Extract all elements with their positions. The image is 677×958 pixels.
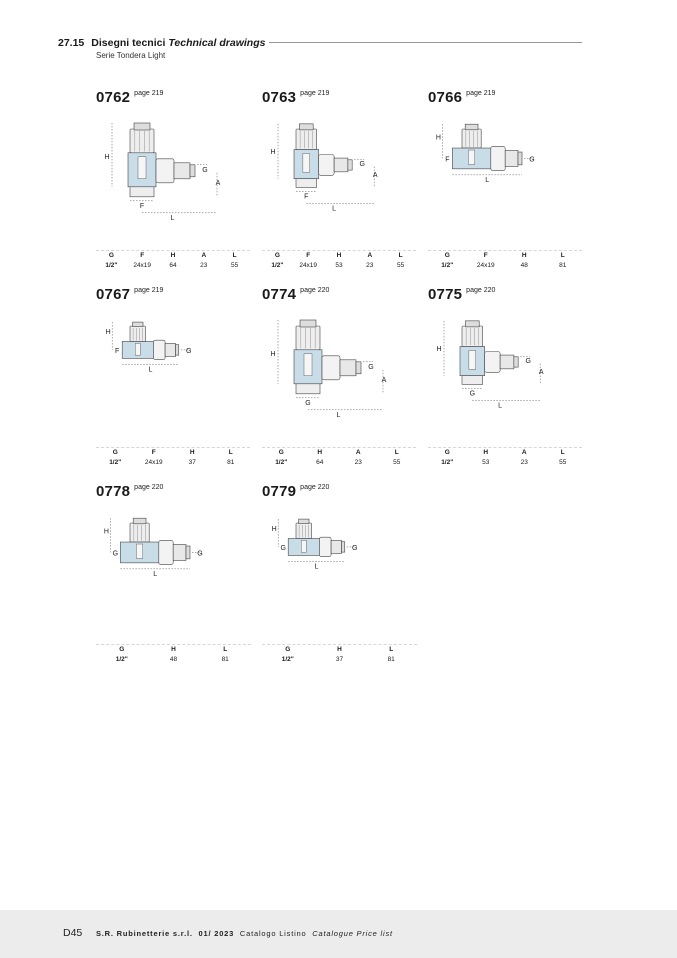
spec-header-cell: A bbox=[367, 252, 373, 259]
spec-header-cell: H bbox=[171, 646, 176, 653]
page-reference: page 220 bbox=[466, 287, 496, 294]
spec-value-cell: 1/2" bbox=[275, 459, 288, 466]
page-reference: page 220 bbox=[300, 287, 330, 294]
header-rule bbox=[269, 42, 582, 43]
product-code: 0779 bbox=[262, 483, 297, 500]
spec-header-cell: G bbox=[278, 449, 284, 456]
spec-header-row bbox=[262, 645, 417, 655]
dim-label-left: G bbox=[280, 544, 286, 552]
product-code: 0766 bbox=[428, 89, 463, 106]
spec-value-cell: 1/2" bbox=[109, 459, 122, 466]
spec-value-cell: 64 bbox=[316, 459, 324, 466]
spec-value-cell: 48 bbox=[520, 262, 528, 269]
dim-label-h: H bbox=[271, 525, 277, 533]
page-reference: page 219 bbox=[300, 90, 330, 97]
spec-value-cell: 81 bbox=[227, 459, 235, 466]
spec-value-cell: 1/2" bbox=[441, 262, 454, 269]
spec-header-cell: L bbox=[228, 449, 233, 456]
spec-value-row bbox=[96, 458, 250, 468]
spec-header-row bbox=[262, 251, 416, 261]
valve-drawing bbox=[270, 320, 386, 419]
spec-value-row bbox=[428, 458, 582, 468]
dim-label-right: G bbox=[529, 156, 535, 164]
spec-value-row bbox=[96, 655, 251, 665]
product-0767 bbox=[96, 286, 256, 421]
section-title-en: Technical drawings bbox=[168, 37, 266, 49]
valve-drawing bbox=[104, 518, 203, 578]
spec-header-cell: G bbox=[444, 252, 450, 259]
section-header bbox=[58, 37, 582, 60]
technical-drawing bbox=[96, 89, 256, 224]
product-0775 bbox=[428, 286, 588, 421]
spec-header-cell: G bbox=[119, 646, 125, 653]
spec-header-cell: F bbox=[140, 252, 145, 259]
dim-label-h: H bbox=[104, 153, 110, 161]
spec-header-cell: H bbox=[317, 449, 323, 456]
spec-header-cell: F bbox=[151, 449, 156, 456]
spec-header-cell: A bbox=[201, 252, 207, 259]
spec-value-cell: 48 bbox=[169, 656, 178, 663]
dim-label-h: H bbox=[105, 328, 111, 336]
dim-label-g: G bbox=[359, 160, 365, 168]
product-code: 0774 bbox=[262, 286, 297, 303]
spec-table bbox=[262, 644, 417, 665]
valve-drawing bbox=[436, 124, 535, 184]
section-title: Disegni tecnici bbox=[91, 37, 166, 49]
spec-table bbox=[96, 447, 250, 468]
spec-value-cell: 1/2" bbox=[441, 459, 454, 466]
spec-header-row bbox=[96, 251, 250, 261]
dim-label-h: H bbox=[435, 134, 441, 142]
spec-value-row bbox=[428, 261, 582, 271]
catalog-label-it: Catalogo Listino bbox=[239, 929, 307, 938]
spec-header-cell: L bbox=[560, 252, 565, 259]
spec-header-cell: H bbox=[521, 252, 527, 259]
valve-drawing bbox=[436, 321, 543, 409]
dim-label-l: L bbox=[332, 205, 337, 213]
dim-label-a: A bbox=[215, 179, 221, 187]
spec-header-cell: H bbox=[170, 252, 176, 259]
dim-label-right: G bbox=[352, 544, 358, 552]
spec-table bbox=[262, 447, 416, 468]
dim-label-right: G bbox=[197, 550, 203, 558]
spec-header-row bbox=[96, 448, 250, 458]
spec-header-row bbox=[96, 645, 251, 655]
product-code: 0778 bbox=[96, 483, 131, 500]
spec-header-cell: A bbox=[521, 449, 527, 456]
spec-value-cell: 81 bbox=[559, 262, 567, 269]
spec-header-cell: G bbox=[108, 252, 114, 259]
spec-header-cell: G bbox=[274, 252, 280, 259]
valve-drawing bbox=[104, 123, 220, 222]
dim-label-f: F bbox=[304, 193, 309, 201]
page-number: D45 bbox=[63, 927, 83, 939]
valve-drawing bbox=[272, 519, 358, 570]
spec-value-cell: 23 bbox=[366, 262, 374, 269]
spec-value-cell: 24x19 bbox=[144, 459, 163, 466]
dim-label-f: G bbox=[305, 399, 311, 407]
company-name: S.R. Rubinetterie s.r.l. bbox=[96, 929, 193, 938]
dim-label-f: G bbox=[469, 390, 476, 398]
catalog-label-en: Catalogue Price list bbox=[312, 929, 393, 938]
spec-header-cell: F bbox=[306, 252, 311, 259]
dim-label-f: F bbox=[139, 202, 145, 210]
spec-value-cell: 23 bbox=[354, 459, 362, 466]
spec-header-cell: L bbox=[560, 449, 565, 456]
spec-header-cell: A bbox=[355, 449, 361, 456]
spec-value-cell: 24x19 bbox=[476, 262, 495, 269]
spec-table bbox=[96, 250, 250, 271]
spec-value-cell: 1/2" bbox=[105, 262, 118, 269]
product-code: 0775 bbox=[428, 286, 463, 303]
spec-header-cell: L bbox=[389, 646, 394, 653]
spec-table bbox=[428, 250, 582, 271]
dim-label-right: G bbox=[186, 347, 192, 355]
product-0778 bbox=[96, 483, 256, 618]
dim-label-g: G bbox=[368, 363, 374, 371]
spec-value-cell: 53 bbox=[335, 262, 343, 269]
dim-label-l: L bbox=[336, 411, 341, 419]
footer-info bbox=[96, 929, 393, 938]
spec-value-cell: 81 bbox=[387, 656, 395, 663]
technical-drawing bbox=[262, 89, 422, 224]
spec-value-cell: 55 bbox=[230, 262, 239, 269]
technical-drawing bbox=[428, 286, 588, 421]
spec-header-cell: L bbox=[223, 646, 228, 653]
technical-drawing bbox=[262, 286, 422, 421]
spec-value-cell: 1/2" bbox=[271, 262, 284, 269]
spec-header-cell: G bbox=[112, 449, 118, 456]
spec-value-cell: 23 bbox=[200, 262, 208, 269]
technical-drawing bbox=[96, 286, 256, 421]
spec-table bbox=[96, 644, 251, 665]
dim-label-h: H bbox=[270, 350, 276, 358]
series-subtitle: Serie Tondera Light bbox=[96, 51, 166, 60]
page-reference: page 219 bbox=[134, 90, 164, 97]
spec-value-cell: 55 bbox=[393, 459, 401, 466]
dim-label-left: F bbox=[115, 347, 120, 355]
spec-value-row bbox=[262, 655, 417, 665]
page-reference: page 220 bbox=[300, 484, 330, 491]
product-code: 0763 bbox=[262, 89, 297, 106]
product-0763 bbox=[262, 89, 422, 224]
dim-label-l: L bbox=[314, 563, 319, 571]
spec-value-cell: 1/2" bbox=[281, 656, 294, 663]
dim-label-g: G bbox=[525, 357, 531, 365]
product-code: 0762 bbox=[96, 89, 131, 106]
spec-value-cell: 81 bbox=[221, 656, 229, 663]
spec-value-row bbox=[262, 458, 416, 468]
valve-drawing bbox=[270, 124, 377, 212]
page-footer bbox=[0, 910, 677, 958]
dim-label-a: A bbox=[372, 171, 378, 179]
product-code: 0767 bbox=[96, 286, 131, 303]
dim-label-a: A bbox=[381, 376, 387, 384]
product-0774 bbox=[262, 286, 422, 421]
spec-value-cell: 37 bbox=[188, 459, 196, 466]
page-reference: page 219 bbox=[466, 90, 496, 97]
section-number: 27.15 bbox=[58, 37, 85, 49]
spec-header-row bbox=[262, 448, 416, 458]
dim-label-l: L bbox=[170, 214, 175, 222]
spec-value-cell: 55 bbox=[559, 459, 567, 466]
spec-value-cell: 1/2" bbox=[115, 656, 128, 663]
spec-header-cell: H bbox=[336, 252, 342, 259]
spec-header-cell: H bbox=[483, 449, 489, 456]
dim-label-h: H bbox=[103, 528, 109, 536]
dim-label-l: L bbox=[148, 366, 153, 374]
page-reference: page 219 bbox=[134, 287, 164, 294]
spec-header-cell: H bbox=[337, 646, 342, 653]
spec-value-cell: 37 bbox=[335, 656, 344, 663]
spec-value-row bbox=[262, 261, 416, 271]
dim-label-h: H bbox=[270, 149, 276, 157]
dim-label-l: L bbox=[498, 402, 503, 410]
dim-label-l: L bbox=[485, 176, 490, 184]
product-0762 bbox=[96, 89, 256, 224]
technical-drawing bbox=[96, 483, 256, 618]
edition: 01/ 2023 bbox=[198, 929, 235, 938]
dim-label-left: G bbox=[112, 550, 119, 558]
product-0766 bbox=[428, 89, 588, 224]
spec-header-cell: L bbox=[398, 252, 403, 259]
spec-value-cell: 55 bbox=[396, 262, 405, 269]
spec-header-cell: G bbox=[444, 449, 450, 456]
spec-value-cell: 24x19 bbox=[299, 262, 318, 269]
technical-drawing bbox=[262, 483, 422, 618]
spec-value-cell: 53 bbox=[482, 459, 490, 466]
spec-header-cell: L bbox=[232, 252, 237, 259]
dim-label-h: H bbox=[436, 346, 442, 354]
spec-header-cell: H bbox=[189, 449, 195, 456]
page-reference: page 220 bbox=[134, 484, 164, 491]
dim-label-left: F bbox=[445, 156, 450, 164]
technical-drawing bbox=[428, 89, 588, 224]
product-0779 bbox=[262, 483, 422, 618]
spec-header-cell: G bbox=[285, 646, 291, 653]
spec-header-cell: L bbox=[394, 449, 399, 456]
spec-value-cell: 23 bbox=[520, 459, 528, 466]
dim-label-g: G bbox=[202, 166, 208, 174]
spec-header-row bbox=[428, 448, 582, 458]
spec-table bbox=[428, 447, 582, 468]
dim-label-l: L bbox=[153, 570, 158, 578]
spec-header-row bbox=[428, 251, 582, 261]
spec-value-cell: 24x19 bbox=[133, 262, 152, 269]
spec-table bbox=[262, 250, 416, 271]
valve-drawing bbox=[106, 322, 192, 373]
spec-value-cell: 64 bbox=[169, 262, 177, 269]
dim-label-a: A bbox=[538, 368, 544, 376]
spec-value-row bbox=[96, 261, 250, 271]
spec-header-cell: F bbox=[483, 252, 488, 259]
